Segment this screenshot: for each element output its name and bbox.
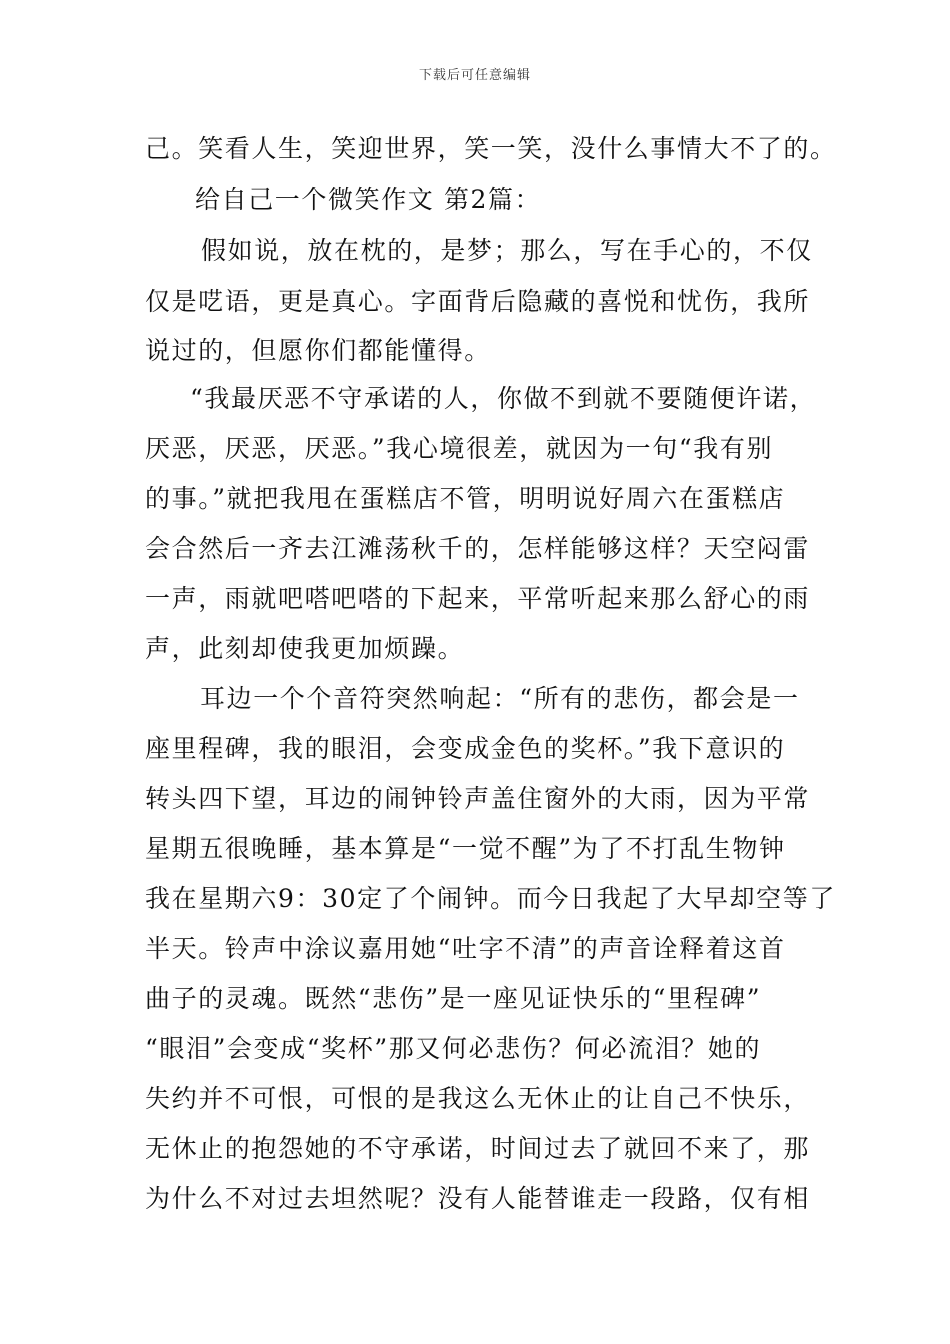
text-line: “眼泪”会变成“奖杯”那又何必悲伤？何必流泪？她的 bbox=[145, 1034, 762, 1063]
text-line: 曲子的灵魂。既然“悲伤”是一座见证快乐的“里程碑” bbox=[145, 984, 762, 1013]
text-line: 假如说，放在枕的，是梦；那么，写在手心的，不仅 bbox=[201, 236, 813, 265]
text-line: 半天。铃声中涂议嘉用她“吐字不清”的声音诠释着这首 bbox=[145, 934, 786, 963]
text-line: 耳边一个个音符突然响起：“所有的悲伤，都会是一 bbox=[200, 684, 800, 713]
text-line: 星期五很晚睡，基本算是“一觉不醒”为了不打乱生物钟 bbox=[145, 834, 786, 863]
text-line: 己。笑看人生，笑迎世界，笑一笑，没什么事情大不了的。 bbox=[145, 134, 837, 163]
text-line: 为什么不对过去坦然呢？没有人能替谁走一段路，仅有相 bbox=[145, 1184, 811, 1213]
text-line: 说过的，但愿你们都能懂得。 bbox=[145, 336, 491, 365]
text-line: 厌恶，厌恶，厌恶。”我心境很差，就因为一句“我有别 bbox=[145, 434, 774, 463]
text-line: 声，此刻却使我更加烦躁。 bbox=[145, 634, 465, 663]
text-line: 失约并不可恨，可恨的是我这么无休止的让自己不快乐， bbox=[145, 1084, 811, 1113]
text-line: 仅是呓语，更是真心。字面背后隐藏的喜悦和忧伤，我所 bbox=[145, 287, 811, 316]
text-line: 无休止的抱怨她的不守承诺，时间过去了就回不来了，那 bbox=[145, 1134, 811, 1163]
text-line: 会合然后一齐去江滩荡秋千的，怎样能够这样？天空闷雷 bbox=[145, 534, 811, 563]
page-header: 下载后可任意编辑 bbox=[418, 68, 531, 83]
section-heading: 给自己一个微笑作文 第2篇： bbox=[195, 185, 542, 214]
text-line: 我在星期六9：30定了个闹钟。而今日我起了大早却空等了 bbox=[145, 884, 836, 913]
text-line: 座里程碑，我的眼泪，会变成金色的奖杯。”我下意识的 bbox=[145, 734, 786, 763]
text-line: 一声，雨就吧嗒吧嗒的下起来，平常听起来那么舒心的雨 bbox=[145, 584, 811, 613]
text-line: 转头四下望，耳边的闹钟铃声盖住窗外的大雨，因为平常 bbox=[145, 784, 811, 813]
text-line: “我最厌恶不守承诺的人，你做不到就不要随便许诺， bbox=[190, 384, 817, 413]
text-line: 的事。”就把我甩在蛋糕店不管，明明说好周六在蛋糕店 bbox=[145, 484, 786, 513]
